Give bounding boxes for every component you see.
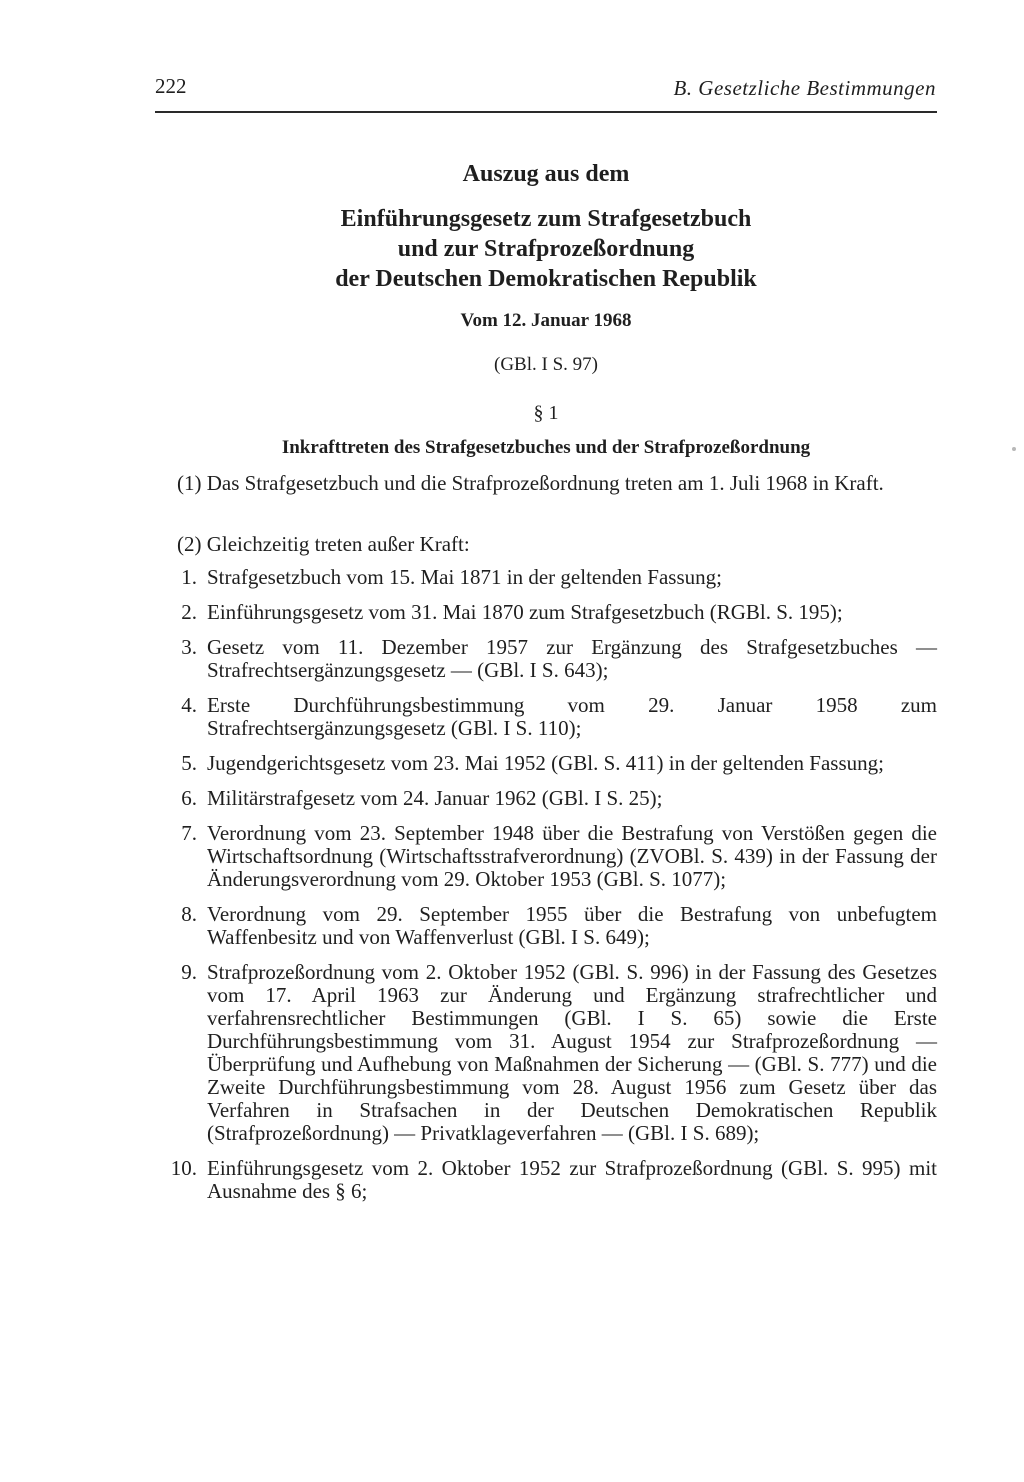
title-line-1: Auszug aus dem: [462, 161, 630, 187]
running-head: B. Gesetzliche Bestimmungen: [673, 76, 936, 100]
list-item: [155, 601, 937, 624]
list-item: [155, 1157, 937, 1203]
section-symbol: § 1: [533, 402, 559, 424]
law-citation: (GBl. I S. 97): [494, 354, 598, 375]
paragraph-2: (2) Gleichzeitig treten außer Kraft:: [177, 532, 470, 556]
list-item-text: Gesetz vom 11. Dezember 1957 zur Ergänzung des Strafgesetzbuches — Strafrechtsergänzungsgesetz — (GBl. I S. 643);: [207, 635, 937, 682]
list-item-text: Einführungsgesetz vom 2. Oktober 1952 zur Strafprozeßordnung (GBl. S. 995) mit Ausnahme des § 6;: [207, 1156, 937, 1203]
list-item: [155, 822, 937, 891]
list-item-text: Erste Durchführungsbestimmung vom 29. Januar 1958 zum Strafrechtsergänzungsgesetz (GBl. I S. 110);: [207, 693, 937, 740]
list-item-number: 7.: [181, 821, 197, 845]
list-item-text: Einführungsgesetz vom 31. Mai 1870 zum Strafgesetzbuch (RGBl. S. 195);: [207, 600, 843, 624]
list-item-text: Verordnung vom 29. September 1955 über die Bestrafung von unbefugtem Waffenbesitz und von Waffenverlust (GBl. I S. 649);: [207, 902, 937, 949]
list-item-text: Strafgesetzbuch vom 15. Mai 1871 in der geltenden Fassung;: [207, 565, 722, 589]
list-item: [155, 694, 937, 740]
list-item-text: Jugendgerichtsgesetz vom 23. Mai 1952 (GBl. S. 411) in der geltenden Fassung;: [207, 751, 884, 775]
law-date: Vom 12. Januar 1968: [460, 310, 632, 331]
list-item: [155, 787, 937, 810]
list-item-number: 5.: [181, 751, 197, 775]
list-item-text: Strafprozeßordnung vom 2. Oktober 1952 (GBl. S. 996) in der Fassung des Gesetzes vom 17. April 1963 zur Änderung und Ergänzung strafrechtlicher und verfahrensrechtlicher Bestimmungen (GBl. I S. 65) sowie die Erste Durchführungsbestimmung vom 31. August 1954 zur Strafprozeßordnung — Überprüfung und Aufhebung von Maßnahmen der Sicherung — (GBl. S. 777) und die Zweite Durchführungsbestimmung vom 28. August 1956 zum Gesetz über das Verfahren in Strafsachen in der Deutschen Demokratischen Republik (Strafprozeßordnung) — Privatklageverfahren — (GBl. I S. 689);: [207, 960, 937, 1145]
list-item-number: 9.: [181, 960, 197, 984]
list-item-number: 2.: [181, 600, 197, 624]
list-item-number: 1.: [181, 565, 197, 589]
section-heading: Inkrafttreten des Strafgesetzbuches und der Strafprozeßordnung: [281, 437, 811, 458]
list-item-text: Verordnung vom 23. September 1948 über die Bestrafung von Verstößen gegen die Wirtschaftsordnung (Wirtschaftsstrafverordnung) (ZVOBl. S. 439) in der Fassung der Änderungsverordnung vom 29. Oktober 1953 (GBl. S. 1077);: [207, 821, 937, 891]
header-rule: [155, 111, 937, 113]
list-item-number: 10.: [170, 1156, 197, 1180]
list-item-number: 4.: [181, 693, 197, 717]
repealed-list: [155, 566, 937, 1215]
list-item-number: 3.: [181, 635, 197, 659]
list-item-text: Militärstrafgesetz vom 24. Januar 1962 (GBl. I S. 25);: [207, 786, 663, 810]
title-line-3: und zur Strafprozeßordnung: [397, 236, 695, 262]
title-line-2: Einführungsgesetz zum Strafgesetzbuch: [340, 206, 752, 232]
list-item: [155, 903, 937, 949]
paragraph-1: (1) Das Strafgesetzbuch und die Strafprozeßordnung treten am 1. Juli 1968 in Kraft.: [177, 471, 884, 495]
list-item: [155, 566, 937, 589]
scan-speck: [1012, 447, 1016, 451]
law-title: [155, 204, 937, 294]
list-item-number: 8.: [181, 902, 197, 926]
list-item: [155, 636, 937, 682]
list-item: [155, 961, 937, 1145]
title-line-4: der Deutschen Demokratischen Republik: [335, 266, 757, 292]
page-number: 222: [155, 74, 187, 98]
list-item-number: 6.: [181, 786, 197, 810]
list-item: [155, 752, 937, 775]
